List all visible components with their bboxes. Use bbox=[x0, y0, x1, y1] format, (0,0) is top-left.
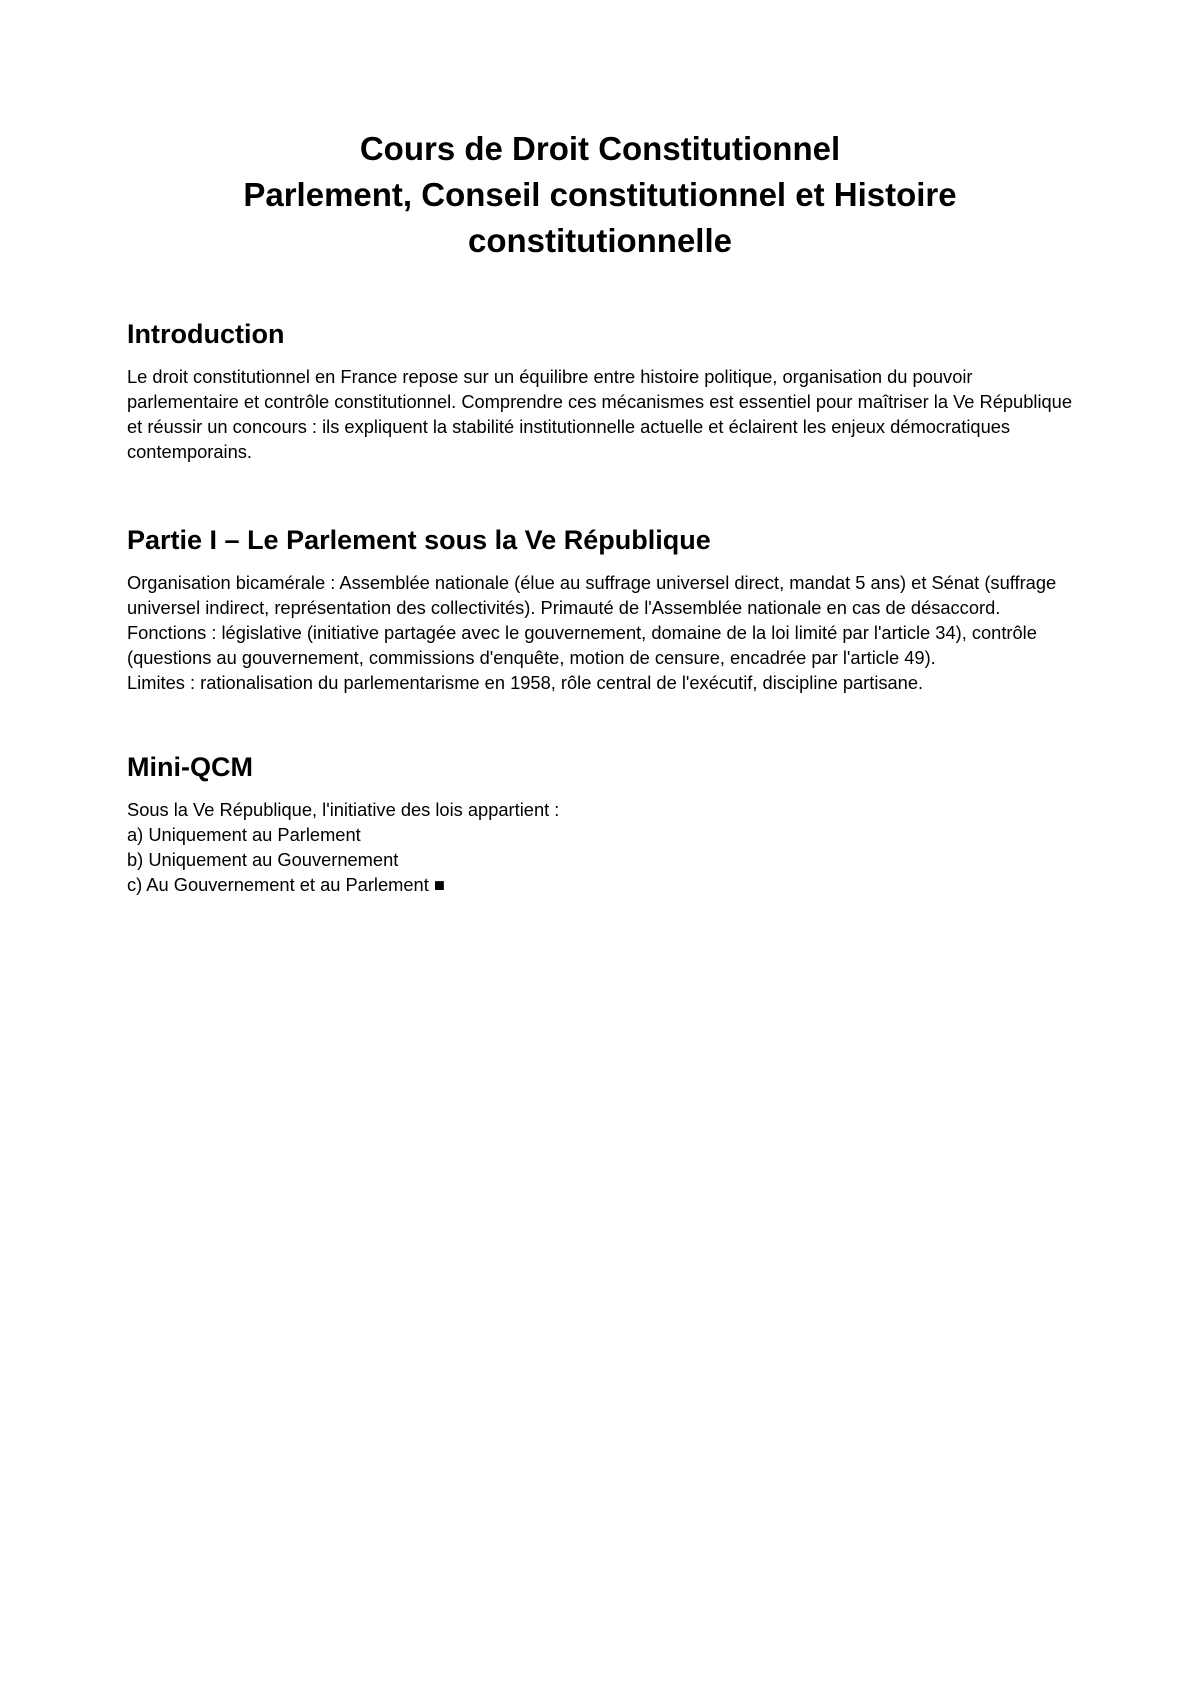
title-line-1: Cours de Droit Constitutionnel bbox=[359, 130, 841, 167]
introduction-paragraph: Le droit constitutionnel en France repose sur un équilibre entre histoire politique, organisation du pouvoir parlementaire et contrôle constitutionnel. Comprendre ces mécanismes est essentiel pour maîtriser la Ve République et réussir un concours : ils expliquent la stabilité institutionnelle actuelle et éclairent les enjeux démocratiques contemporains. bbox=[127, 366, 1073, 462]
parlement-fonctions-paragraph: Fonctions : législative (initiative partagée avec le gouvernement, domaine de la loi limité par l'article 34), contrôle (questions au gouvernement, commissions d'enquête, motion de censure, encadrée par l'article 49). bbox=[127, 622, 1037, 668]
section-heading-introduction: Introduction bbox=[127, 319, 285, 349]
section-mini-qcm bbox=[127, 749, 1087, 897]
title-line-3: constitutionnelle bbox=[468, 222, 732, 259]
section-heading-parlement: Partie I – Le Parlement sous la Ve République bbox=[127, 525, 711, 555]
section-parlement bbox=[127, 522, 1087, 695]
section-heading-mini-qcm: Mini-QCM bbox=[127, 752, 253, 782]
parlement-organisation-paragraph: Organisation bicamérale : Assemblée nationale (élue au suffrage universel direct, mandat 5 ans) et Sénat (suffrage universel indirect, représentation des collectivités). Primauté de l'Assemblée nationale en cas de désaccord. bbox=[127, 572, 1057, 618]
qcm-option-b: b) Uniquement au Gouvernement bbox=[127, 849, 399, 870]
qcm-option-a: a) Uniquement au Parlement bbox=[127, 824, 361, 845]
section-spacer bbox=[127, 695, 1087, 749]
section-introduction bbox=[127, 316, 1087, 464]
qcm-question: Sous la Ve République, l'initiative des lois appartient : bbox=[127, 799, 560, 820]
qcm-option-c: c) Au Gouvernement et au Parlement ■ bbox=[127, 874, 445, 895]
document-title bbox=[100, 126, 1100, 264]
section-spacer bbox=[127, 464, 1087, 522]
parlement-limites-paragraph: Limites : rationalisation du parlementarisme en 1958, rôle central de l'exécutif, discipline partisane. bbox=[127, 672, 924, 693]
title-line-2: Parlement, Conseil constitutionnel et Histoire bbox=[243, 176, 957, 213]
document-body bbox=[127, 316, 1087, 897]
